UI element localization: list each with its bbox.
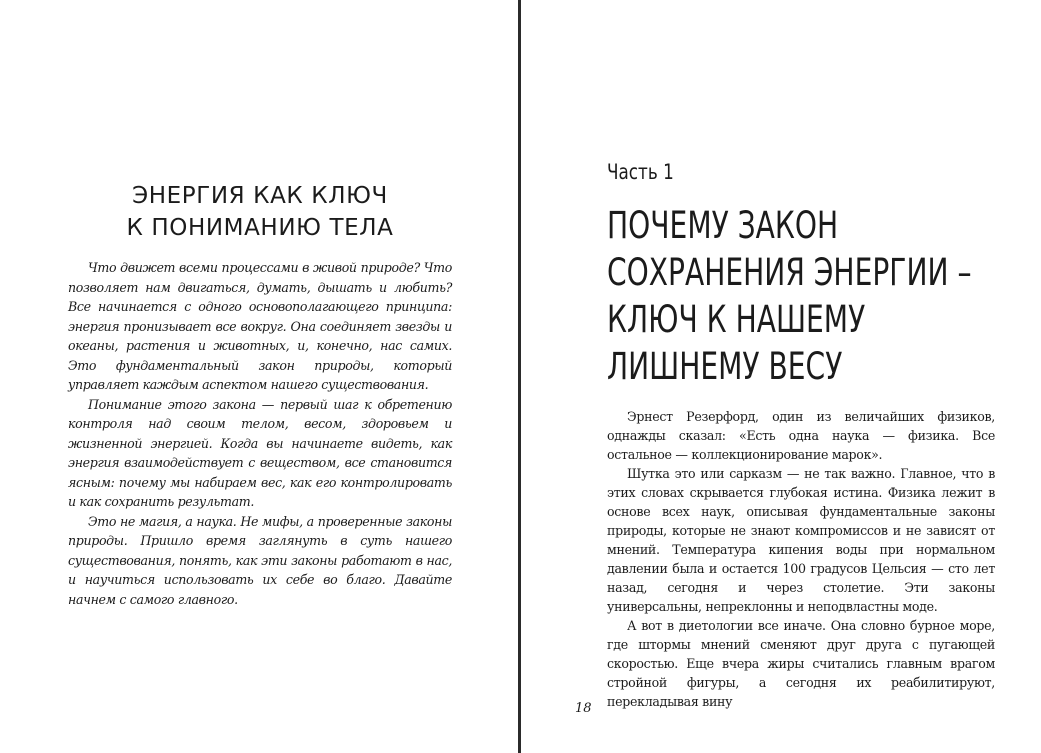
chapter-title-line-2: СОХРАНЕНИЯ ЭНЕРГИИ – [607, 251, 972, 294]
intro-title-line-1: ЭНЕРГИЯ КАК КЛЮЧ [132, 183, 388, 209]
chapter-title-line-4: ЛИШНЕМУ ВЕСУ [607, 345, 843, 388]
chapter-paragraph-1: Эрнест Резерфорд, один из величайших физиков, однажды сказал: «Есть одна наука — физика. Все остальное — коллекционирование марок». [607, 409, 995, 462]
intro-title-line-2: К ПОНИМАНИЮ ТЕЛА [126, 215, 394, 241]
right-page [521, 0, 1041, 753]
chapter-paragraph-3: А вот в диетологии все иначе. Она словно бурное море, где штормы мнений сменяют друг друга с пугающей скоростью. Еще вчера жиры считались главным врагом стройной фигуры, а сегодня их реабилитируют, перекладывая вину [607, 618, 995, 709]
chapter-title-line-3: КЛЮЧ К НАШЕМУ [607, 298, 866, 341]
chapter-paragraph-2: Шутка это или сарказм — не так важно. Главное, что в этих словах скрывается глубокая истина. Физика лежит в основе всех наук, описывая фундаментальные законы природы, которые не знают компромиссов и не зависят от мнений. Температура кипения воды при нормальном давлении была и остается 100 градусов Цельсия — сто лет назад, сегодня и через столетие. Эти законы универсальны, непреклонны и неподвластны моде. [607, 466, 995, 614]
chapter-title [607, 202, 972, 390]
chapter-text [607, 407, 995, 711]
intro-paragraph-2: Понимание этого закона — первый шаг к обретению контроля над своим телом, весом, здоровьем и жизненной энергией. Когда вы начинаете видеть, как энергия взаимодействует с веществом, все становится ясным: почему мы набираем вес, как его контролировать и как сохранить результат. [68, 396, 452, 509]
intro-text [68, 258, 452, 609]
intro-paragraph-3: Это не магия, а наука. Не мифы, а проверенные законы природы. Пришло время заглянуть в суть нашего существования, понять, как эти законы работают в нас, и научиться использовать их себе во благо. Давайте начнем с самого главного. [68, 513, 452, 607]
part-label: Часть 1 [607, 160, 674, 184]
left-page [0, 0, 518, 753]
chapter-title-line-1: ПОЧЕМУ ЗАКОН [607, 204, 839, 247]
page-number: 18 [575, 701, 592, 716]
intro-title [84, 180, 436, 244]
intro-paragraph-1: Что движет всеми процессами в живой природе? Что позволяет нам двигаться, думать, дышать и любить? Все начинается с одного основополагающего принципа: энергия пронизывает все вокруг. Она соединяет звезды и океаны, растения и животных, и, конечно, нас самих. Это фундаментальный закон природы, который управляет каждым аспектом нашего существования. [68, 260, 452, 392]
